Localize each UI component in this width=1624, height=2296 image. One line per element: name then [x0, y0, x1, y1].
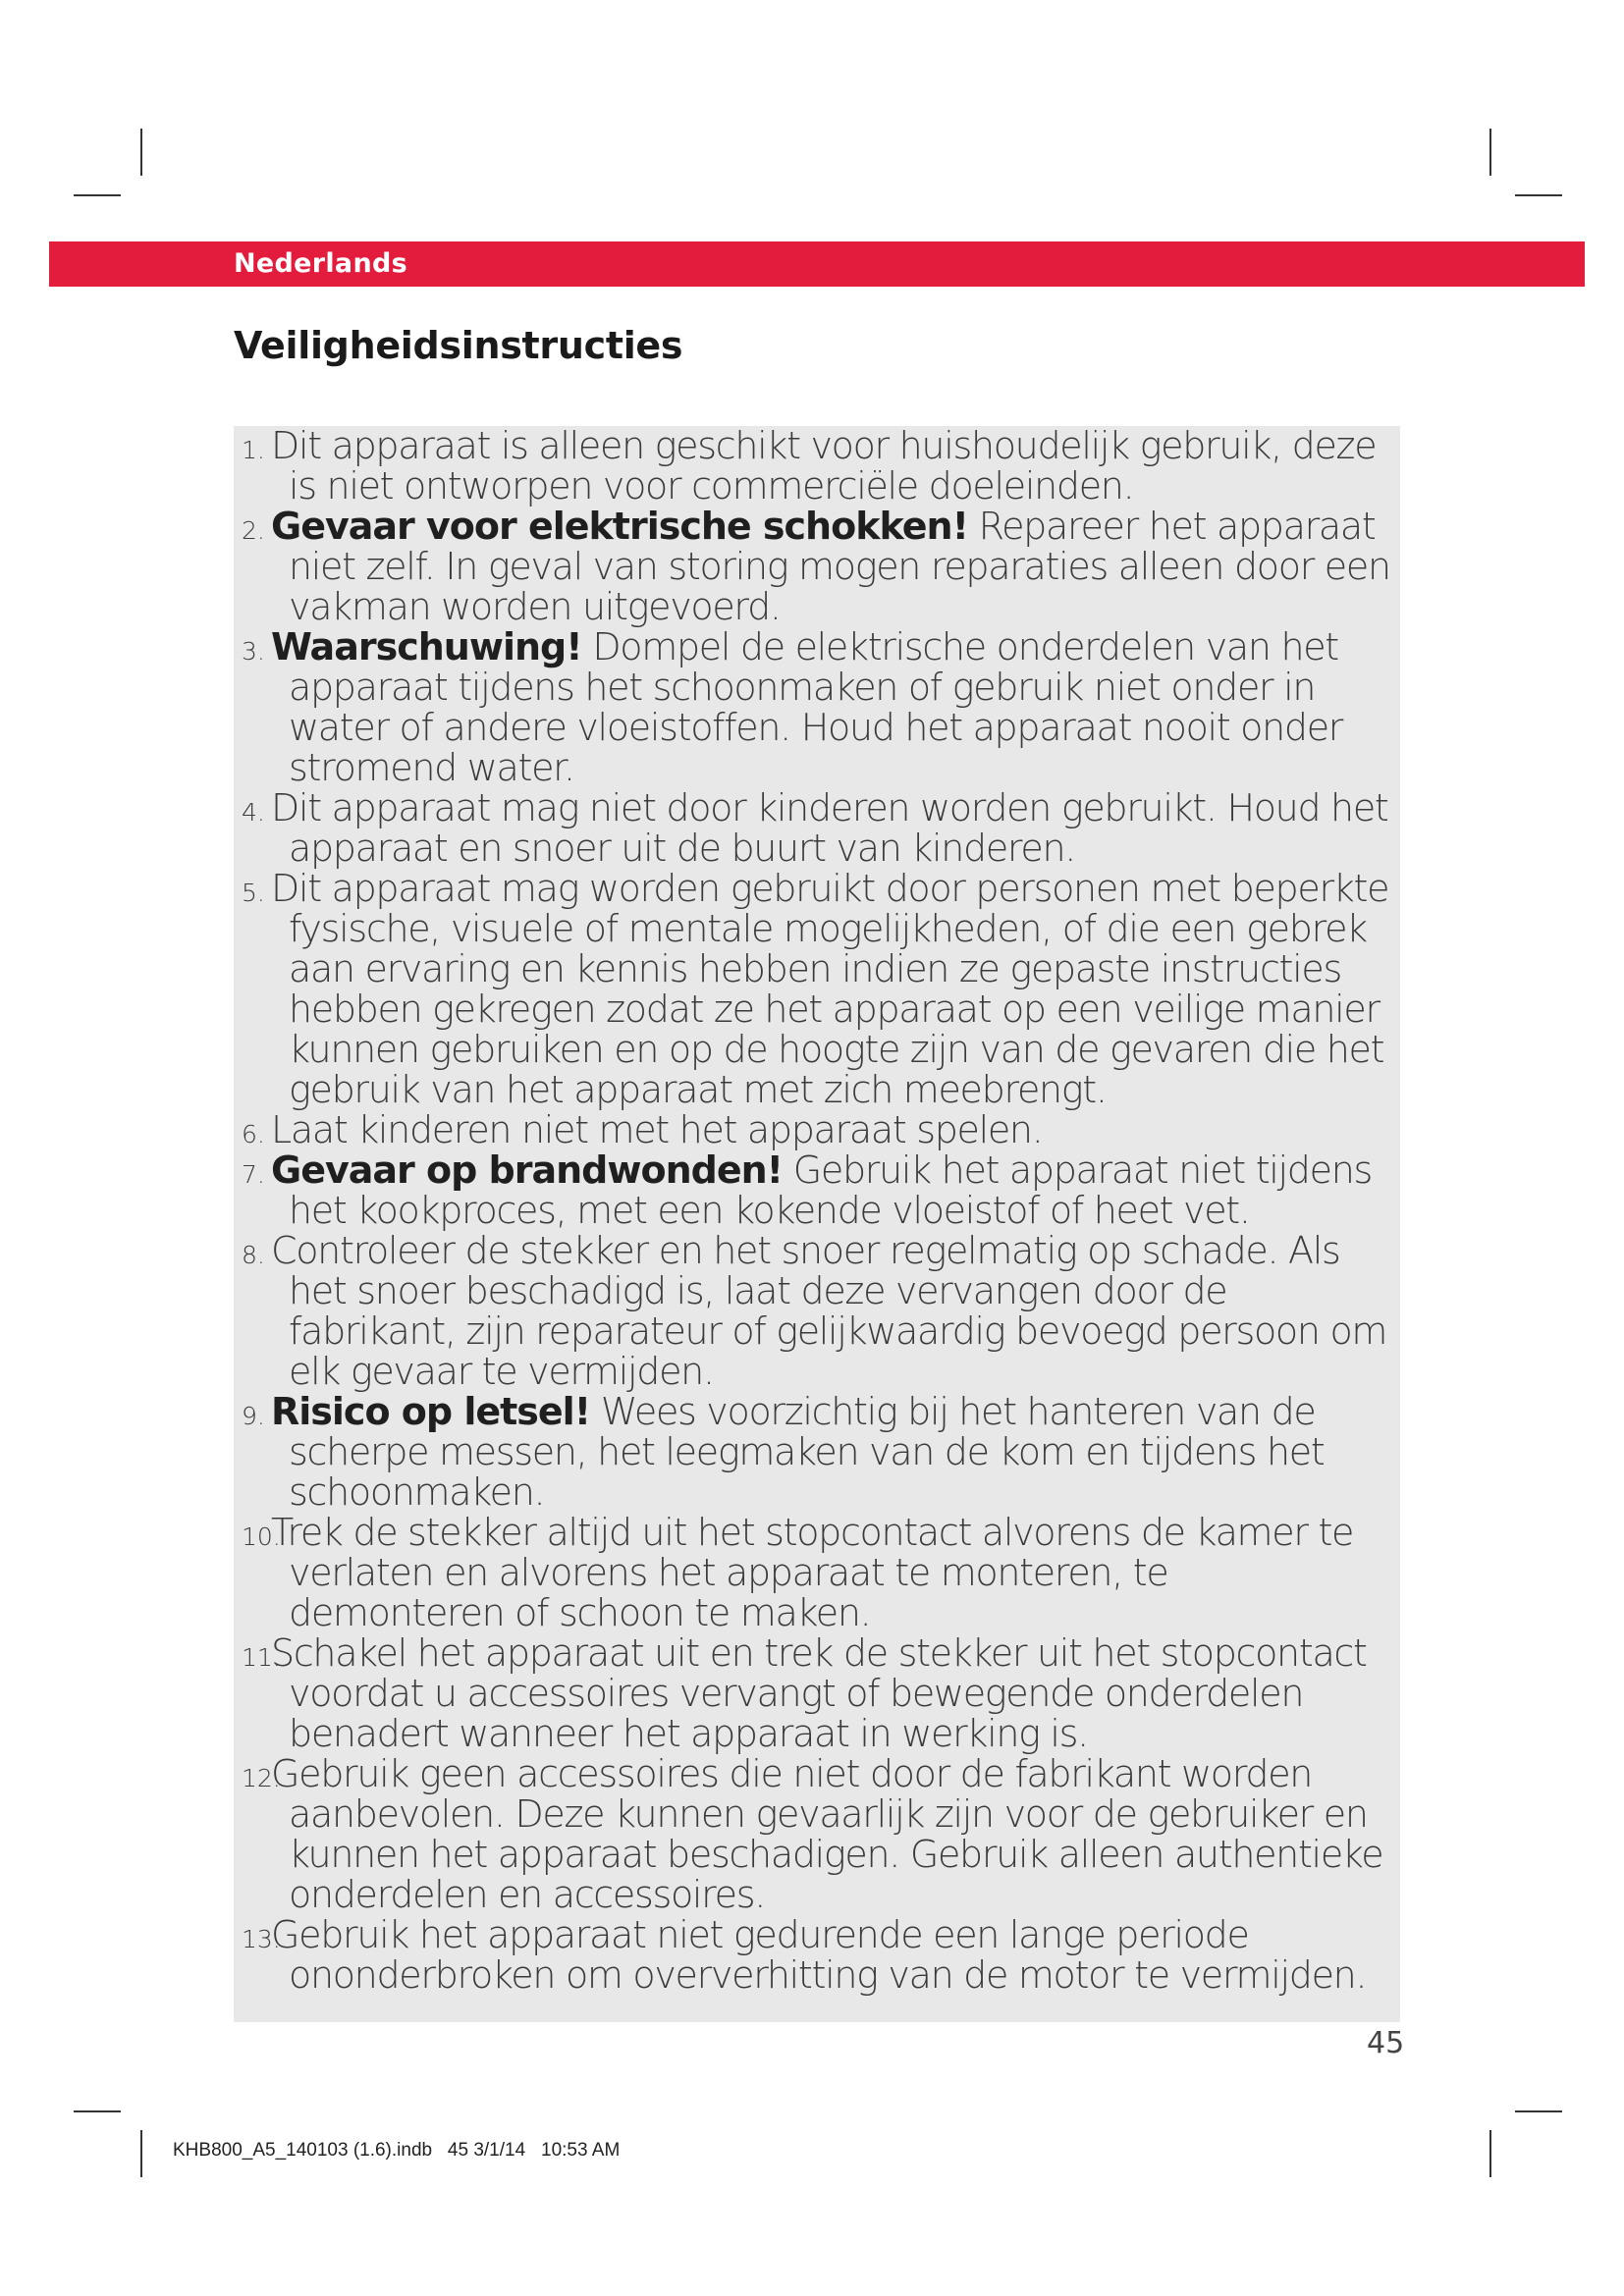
instruction-item	[242, 1633, 1392, 1754]
instruction-item	[242, 507, 1392, 627]
instruction-body: Gebruik het apparaat niet tijdens het kookproces, met een kokende vloeistof of heet vet.	[289, 1148, 1372, 1232]
safety-instructions-box	[234, 426, 1400, 2022]
instruction-warning-label: Gevaar op brandwonden!	[271, 1148, 783, 1192]
instruction-number: 9.	[242, 1402, 265, 1430]
instruction-body: Controleer de stekker en het snoer regelmatig op schade. Als het snoer beschadigd is, laat deze vervangen door de fabrikant, zijn reparateur of gelijkwaardig bevoegd persoon om elk gevaar te vermijden.	[271, 1229, 1387, 1393]
instruction-text	[271, 625, 1342, 789]
instruction-text	[271, 786, 1388, 870]
crop-mark-bottom-right-horizontal	[1515, 2110, 1562, 2112]
crop-mark-top-left-vertical	[140, 129, 142, 176]
crop-mark-bottom-left-horizontal	[74, 2110, 121, 2112]
instruction-text	[271, 1390, 1324, 1514]
crop-mark-top-left-horizontal	[74, 194, 121, 196]
instruction-item	[242, 1150, 1392, 1231]
instruction-number: 11.	[242, 1643, 281, 1672]
crop-mark-bottom-right-vertical	[1489, 2130, 1491, 2177]
instruction-number: 10.	[242, 1522, 281, 1551]
instruction-text	[271, 1631, 1367, 1755]
instruction-body: Schakel het apparaat uit en trek de stekker uit het stopcontact voordat u accessoires vervangt of bewegende onderdelen benadert wanneer het apparaat in werking is.	[271, 1631, 1367, 1755]
instruction-item	[242, 1392, 1392, 1513]
instruction-body: Dit apparaat mag worden gebruikt door personen met beperkte fysische, visuele of mentale mogelijkheden, of die een gebrek aan ervaring en kennis hebben indien ze gepaste instructies hebben gekregen zodat ze het apparaat op een veilige manier kunnen gebruiken en op de hoogte zijn van de gevaren die het gebruik van het apparaat met zich meebrengt.	[271, 867, 1389, 1111]
instruction-body: Repareer het apparaat niet zelf. In geval van storing mogen reparaties alleen door een vakman worden uitgevoerd.	[289, 505, 1390, 628]
instruction-body: Gebruik het apparaat niet gedurende een lange periode ononderbroken om oververhitting van de motor te vermijden.	[271, 1913, 1367, 1997]
instruction-number: 12.	[242, 1764, 281, 1792]
page-number: 45	[1367, 2026, 1405, 2060]
instruction-text	[271, 1148, 1372, 1232]
crop-mark-bottom-left-vertical	[140, 2130, 142, 2177]
instruction-text	[271, 1752, 1382, 1916]
instruction-number: 6.	[242, 1120, 265, 1148]
instruction-body: Laat kinderen niet met het apparaat spelen.	[271, 1108, 1043, 1151]
instruction-text	[271, 1511, 1353, 1634]
instruction-number: 7.	[242, 1160, 265, 1189]
instruction-warning-label: Waarschuwing!	[271, 625, 582, 668]
instruction-body: Wees voorzichtig bij het hanteren van de scherpe messen, het leegmaken van de kom en tijdens het schoonmaken.	[289, 1390, 1325, 1514]
instruction-number: 1.	[242, 436, 265, 464]
instruction-text	[271, 1108, 1043, 1151]
crop-mark-top-right-vertical	[1489, 129, 1491, 176]
instruction-body: Trek de stekker altijd uit het stopcontact alvorens de kamer te verlaten en alvorens het apparaat te monteren, te demonteren of schoon te maken.	[271, 1511, 1354, 1634]
instruction-warning-label: Risico op letsel!	[271, 1390, 591, 1433]
instruction-item	[242, 627, 1392, 788]
instruction-item	[242, 869, 1392, 1110]
instruction-item	[242, 1110, 1392, 1150]
instruction-warning-label: Gevaar voor elektrische schokken!	[271, 505, 968, 548]
instruction-item	[242, 1231, 1392, 1392]
instruction-body: Dit apparaat is alleen geschikt voor huishoudelijk gebruik, deze is niet ontworpen voor commerciële doeleinden.	[271, 424, 1377, 507]
instruction-body: Dit apparaat mag niet door kinderen worden gebruikt. Houd het apparaat en snoer uit de buurt van kinderen.	[271, 786, 1388, 870]
instruction-item	[242, 426, 1392, 507]
safety-instructions-list	[242, 426, 1392, 1996]
instruction-item	[242, 788, 1392, 869]
instruction-text	[271, 424, 1376, 507]
instruction-text	[271, 1229, 1386, 1393]
print-slug: KHB800_A5_140103 (1.6).indb 45 3/1/14 10:53 AM	[173, 2140, 621, 2161]
language-label: Nederlands	[234, 248, 407, 279]
instruction-text	[271, 867, 1388, 1111]
instruction-item	[242, 1513, 1392, 1633]
instruction-number: 5.	[242, 879, 265, 907]
instruction-number: 4.	[242, 798, 265, 827]
instruction-number: 8.	[242, 1241, 265, 1269]
instruction-item	[242, 1915, 1392, 1996]
instruction-text	[271, 505, 1390, 628]
instruction-number: 3.	[242, 637, 265, 666]
language-header-bar	[49, 241, 1585, 287]
crop-mark-top-right-horizontal	[1515, 194, 1562, 196]
instruction-number: 13.	[242, 1925, 281, 1953]
instruction-number: 2.	[242, 516, 265, 545]
instruction-body: Dompel de elektrische onderdelen van het apparaat tijdens het schoonmaken of gebruik niet onder in water of andere vloeistoffen. Houd het apparaat nooit onder stromend water.	[289, 625, 1343, 789]
section-title: Veiligheidsinstructies	[234, 324, 683, 367]
instruction-item	[242, 1754, 1392, 1915]
instruction-body: Gebruik geen accessoires die niet door de fabrikant worden aanbevolen. Deze kunnen gevaarlijk zijn voor de gebruiker en kunnen het apparaat beschadigen. Gebruik alleen authentieke onderdelen en accessoires.	[271, 1752, 1383, 1916]
instruction-text	[271, 1913, 1366, 1997]
